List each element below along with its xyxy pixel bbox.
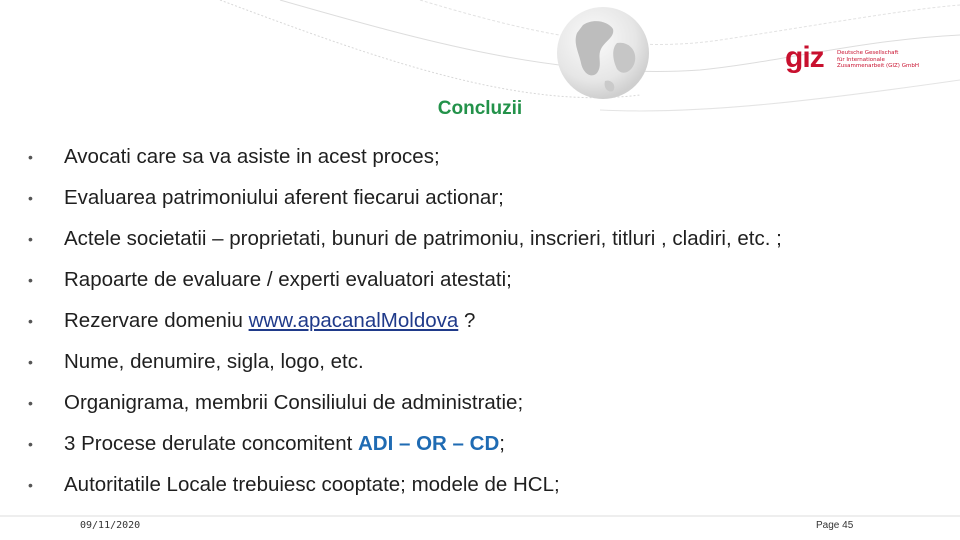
footer-divider	[0, 515, 960, 517]
bullet-dot-icon: •	[28, 190, 33, 206]
footer-date: 09/11/2020	[80, 520, 141, 531]
bullet-dot-icon: •	[28, 231, 33, 247]
footer-page-number: Page 45	[816, 520, 854, 531]
globe-icon	[553, 3, 653, 103]
domain-link[interactable]: www.apacanalMoldova	[248, 309, 459, 332]
bullet-dot-icon: •	[28, 354, 33, 370]
bullet-dot-icon: •	[28, 272, 33, 288]
slide-title-wrapper	[0, 98, 960, 120]
bullet-dot-icon: •	[28, 313, 33, 329]
bullet-dot-icon: •	[28, 395, 33, 411]
giz-logo	[785, 41, 935, 79]
bullet-dot-icon: •	[28, 436, 33, 452]
giz-organization-name: Deutsche Gesellschaft für Internationale Zusammenarbeit (GIZ) GmbH	[837, 50, 919, 69]
bullet-dot-icon: •	[28, 477, 33, 493]
bullet-dot-icon: •	[28, 149, 33, 165]
processes-accent: ADI – OR – CD	[358, 432, 500, 455]
slide-title: Concluzii	[437, 98, 523, 119]
giz-wordmark: giz	[785, 41, 824, 74]
